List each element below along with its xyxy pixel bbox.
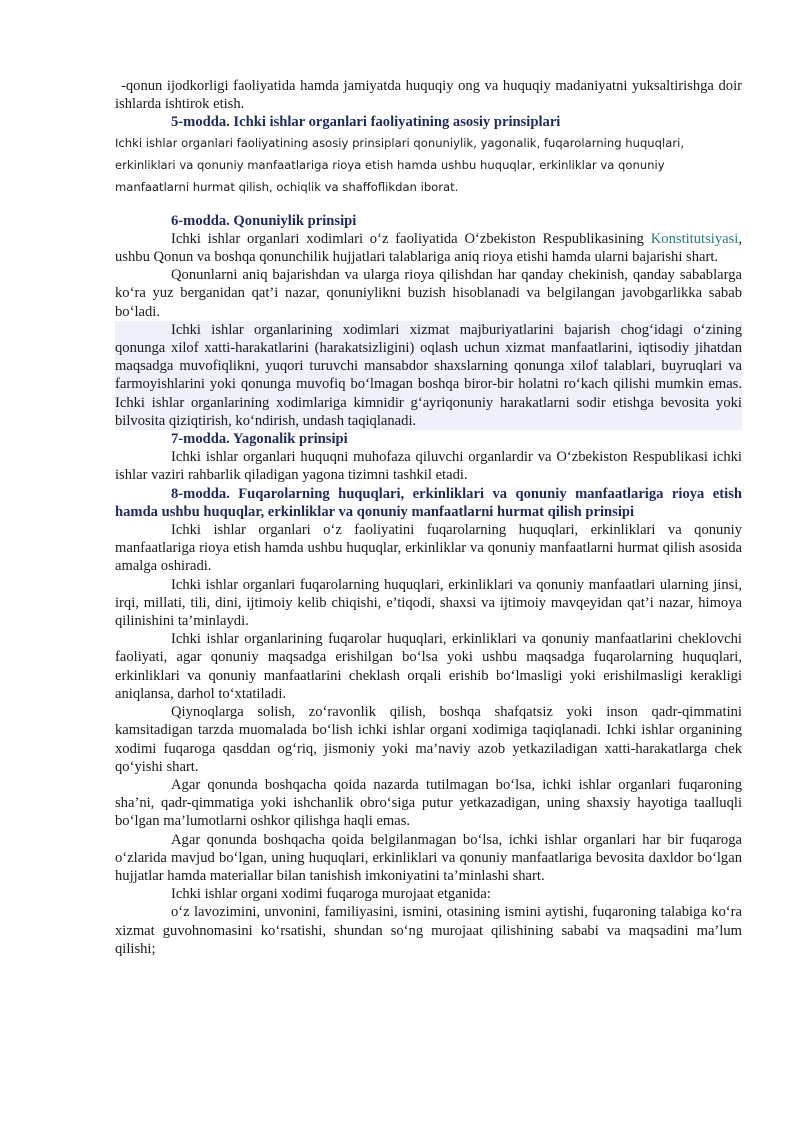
article-5-body: Ichki ishlar organlari faoliyatining asosiy prinsiplari qonuniylik, yagonalik, fuqarolarning huquqlari, erkinliklari va qonuniy manfaatlariga rioya etish hamda ushbu huquqlar, erkinliklar va qonuniy manfaatlarni hurmat qilish, ochiqlik va shaffoflikdan iborat. [115, 135, 685, 194]
article-6-paragraph-2: Qonunlarni aniq bajarishdan va ularga rioya qilishdan har qanday chekinish, qanday sabablarga ko‘ra yuz berganidan qat’i nazar, qonuniylikni buzish hisoblanadi va belgilangan javobgarlikka sabab bo‘ladi. [115, 267, 742, 320]
article-7-heading: 7-modda. Yagonalik prinsipi [171, 431, 348, 448]
article-8-paragraph: Qiynoqlarga solish, zo‘ravonlik qilish, boshqa shafqatsiz yoki inson qadr-qimmatini kamsitadigan tarzda muomalada bo‘lish ichki ishlar organi xodimiga taqiqlanadi. Ichki ishlar organining xodimi fuqaroga qasddan og‘riq, jismoniy yoki ma’naviy azob yetkaziladigan xatti-harakatlarga chek qo‘yishi shart. [115, 704, 742, 775]
constitution-link[interactable]: Konstitutsiyasi [650, 230, 739, 247]
intro-paragraph: -qonun ijodkorligi faoliyatida hamda jamiyatda huquqiy ong va huquqiy madaniyatni yuksaltirishga doir ishlarda ishtirok etish. [115, 78, 742, 113]
article-6-text-after-link: , ushbu Qonun va boshqa qonunchilik hujjatlari talablariga aniq rioya etishi hamda ularni bajarishi shart. [115, 230, 742, 266]
article-8-paragraph: Ichki ishlar organlari fuqarolarning huquqlari, erkinliklari va qonuniy manfaatlari ularning jinsi, irqi, millati, tili, dini, ijtimoiy kelib chiqishi, e’tiqodi, shaxsi va ijtimoiy mavqeyidan qat’i nazar, himoya qilinishini ta’minlaydi. [115, 576, 742, 630]
article-8-paragraph: Agar qonunda boshqacha qoida belgilanmagan bo‘lsa, ichki ishlar organlari har bir fuqaroga o‘zlarida mavjud bo‘lgan, uning huquqlari, erkinliklari va qonuniy manfaatlariga bevosita daxldor bo‘lgan hujjatlar hamda materiallar bilan tanishish imkoniyatini ta’minlashi shart. [115, 831, 742, 884]
article-8-paragraph: Ichki ishlar organlari o‘z faoliyatini fuqarolarning huquqlari, erkinliklari va qonuniy manfaatlariga rioya etish hamda ushbu huquqlar, erkinliklar va qonuniy manfaatlarni hurmat qilish asosida amalga oshiradi. [115, 522, 742, 575]
spacer [115, 198, 742, 212]
article-5-heading: 5-modda. Ichki ishlar organlari faoliyatining asosiy prinsiplari [171, 114, 561, 131]
article-6-text-before-link: Ichki ishlar organlari xodimlari o‘z faoliyatida O‘zbekiston Respublikasining [171, 230, 651, 247]
article-6-paragraph-3-highlighted: Ichki ishlar organlarining xodimlari xizmat majburiyatlarini bajarish chog‘idagi o‘zining qonunga xilof xatti-harakatlarini (harakatsizligini) oqlash uchun xizmat manfaatlarini, iqtisodiy jihatdan maqsadga muvofiqlikni, yuqori turuvchi mansabdor shaxslarning qonunga xilof talablari, buyruqlari va farmoyishlarini yoki qonunga muvofiq bo‘lmagan boshqa biror-bir holatni ro‘kach qilishi mumkin emas. Ichki ishlar organlarining xodimlariga kimnidir g‘ayriqonuniy harakatlarni sodir etishga bevosita yoki bilvosita qiziqtirish, ko‘ndirish, undash taqiqlanadi. [115, 321, 742, 429]
article-8-paragraph: Ichki ishlar organlarining fuqarolar huquqlari, erkinliklari va qonuniy manfaatlarini cheklovchi faoliyati, agar qonuniy maqsadga erishilgan bo‘lsa yoki ushbu maqsadga fuqarolarning huquqlari, erkinliklari va qonuniy manfaatlarini cheklash orqali erishib bo‘lmasligi yoki erishilmasligi kerakligi aniqlansa, darhol to‘xtatiladi. [115, 631, 742, 702]
article-8-paragraph: o‘z lavozimini, unvonini, familiyasini, ismini, otasining ismini aytishi, fuqaroning talabiga ko‘ra xizmat guvohnomasini ko‘rsatishi, shundan so‘ng murojaat qilishining sababi va maqsadini ma’lum qilishi; [115, 904, 742, 957]
article-8-heading: 8-modda. Fuqarolarning huquqlari, erkinliklari va qonuniy manfaatlariga rioya etish hamda ushbu huquqlar, erkinliklar va qonuniy manfaatlarni hurmat qilish prinsipi [115, 485, 742, 520]
article-6-heading: 6-modda. Qonuniylik prinsipi [171, 212, 357, 229]
article-6-paragraph-1 [115, 230, 742, 266]
document-page [115, 77, 742, 958]
article-8-paragraph: Agar qonunda boshqacha qoida nazarda tutilmagan bo‘lsa, ichki ishlar organlari fuqaroning sha’ni, qadr-qimmatiga yoki ishchanlik obro‘siga putur yetkazadigan, uning shaxsiy hayotiga taalluqli bo‘lgan ma’lumotlarni oshkor qilishga haqli emas. [115, 776, 742, 830]
article-8-paragraph: Ichki ishlar organi xodimi fuqaroga murojaat etganida: [171, 886, 491, 903]
article-7-paragraph-1: Ichki ishlar organlari huquqni muhofaza qiluvchi organlardir va O‘zbekiston Respublikasi ichki ishlar vaziri rahbarlik qiladigan yagona tizimni tashkil etadi. [115, 449, 742, 484]
